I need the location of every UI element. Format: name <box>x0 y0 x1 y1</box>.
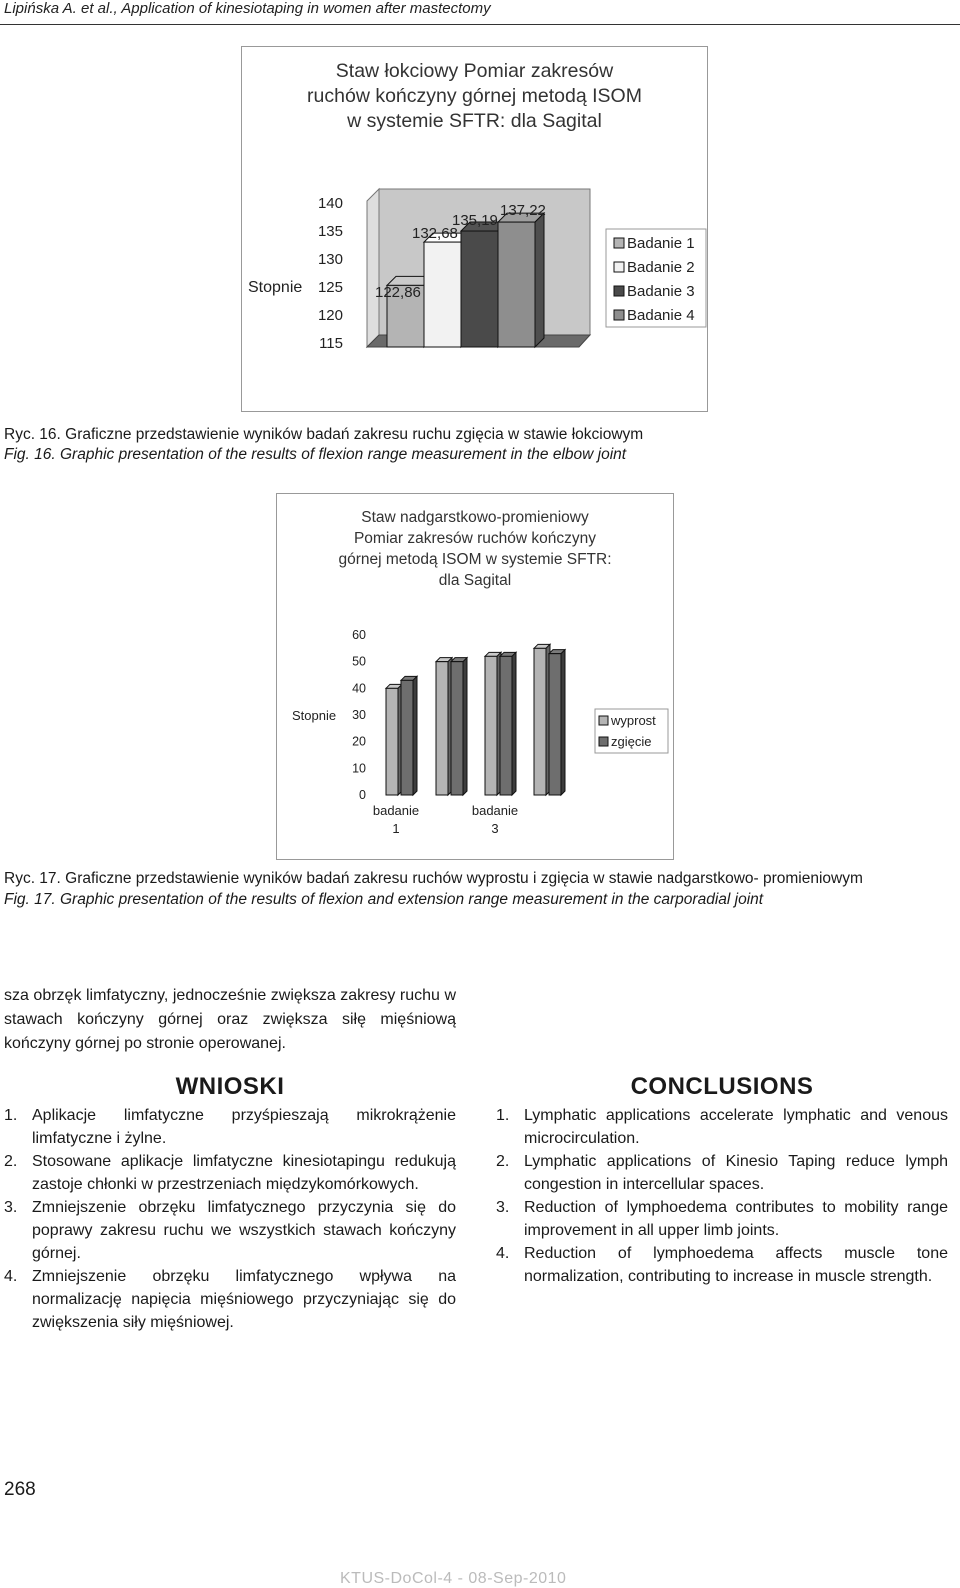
bar-side <box>535 213 544 347</box>
x-tick-label: badanie <box>471 803 519 818</box>
chart-title-line: Pomiar zakresów ruchów kończyny <box>353 530 597 547</box>
legend-label: wyprost <box>611 713 656 728</box>
y-tick-label: 30 <box>352 708 366 722</box>
bar <box>386 688 398 795</box>
wnioski-section <box>4 1075 456 1334</box>
figure-16-caption-en: Fig. 16. Graphic presentation of the results of flexion range measurement in the elbow joint <box>4 446 627 463</box>
y-tick-label: 115 <box>319 335 343 352</box>
legend-swatch <box>599 716 608 725</box>
list-item <box>4 1150 456 1196</box>
continued-paragraph: sza obrzęk limfatyczny, jednocześnie zwiększa zakresy ruchu w stawach kończyny górnej oraz zwiększa siłę mięśniową kończyny górnej po stronie operowanej. <box>4 987 456 1052</box>
list-text: Stosowane aplikacje limfatyczne kinesiotapingu redukują zastoje chłonki w przestrzeniach międzykomórkowych. <box>32 1153 456 1193</box>
data-label: 135,19 <box>452 212 498 229</box>
bar <box>424 242 461 347</box>
legend-label: Badanie 2 <box>627 259 695 276</box>
bar <box>549 654 561 795</box>
list-text: Lymphatic applications accelerate lymphatic and venous microcirculation. <box>524 1107 948 1147</box>
list-number: 2. <box>4 1153 18 1170</box>
list-number: 1. <box>496 1107 510 1124</box>
legend-label: Badanie 3 <box>627 283 695 300</box>
bar <box>500 656 512 795</box>
list-item <box>496 1242 948 1288</box>
list-number: 3. <box>4 1199 18 1216</box>
bar <box>451 662 463 795</box>
bar <box>401 680 413 795</box>
list-item <box>496 1150 948 1196</box>
list-number: 2. <box>496 1153 510 1170</box>
y-tick-label: 40 <box>352 681 366 696</box>
y-tick-label: 140 <box>317 195 343 212</box>
chart-title-line: górnej metodą ISOM w systemie SFTR: <box>338 551 612 568</box>
x-tick-label: badanie <box>372 803 420 818</box>
list-text: Zmniejszenie obrzęku limfatycznego przyczynia się do poprawy zakresu ruchu we wszystkich stawach kończyny górnej. <box>32 1199 456 1262</box>
list-text: Lymphatic applications of Kinesio Taping reduce lymph congestion in intercellular spaces. <box>524 1153 948 1193</box>
list-item <box>496 1104 948 1150</box>
legend-label: zgięcie <box>611 734 652 749</box>
figure-16-caption-pl: Ryc. 16. Graficzne przedstawienie wyników badań zakresu ruchu zgięcia w stawie łokciowym <box>4 426 644 443</box>
list-number: 4. <box>4 1268 18 1285</box>
y-tick-label: 10 <box>352 761 366 776</box>
y-tick-label: 20 <box>352 734 366 749</box>
legend-swatch <box>614 310 624 320</box>
bar-side <box>463 658 467 795</box>
y-tick-label: 120 <box>317 307 343 324</box>
figure-17-chart <box>276 493 674 860</box>
list-item <box>4 1196 456 1265</box>
side-wall <box>367 189 379 347</box>
legend-label: Badanie 1 <box>627 235 695 252</box>
x-tick-label: 3 <box>491 821 499 836</box>
bar-side <box>561 650 565 795</box>
header-rule <box>0 24 960 25</box>
chart-title-line: Staw łokciowy Pomiar zakresów <box>335 60 614 82</box>
figure-16-chart <box>241 46 708 412</box>
data-label: 137,22 <box>500 202 546 219</box>
bar <box>498 222 535 347</box>
data-label: 132,68 <box>412 225 458 242</box>
chart-title-line: Staw nadgarstkowo-promieniowy <box>361 509 589 526</box>
y-tick-label: 130 <box>317 251 343 268</box>
y-axis-label: Stopnie <box>248 279 303 296</box>
wnioski-heading: WNIOSKI <box>175 1073 285 1100</box>
y-tick-label: 125 <box>317 279 343 296</box>
chart-title-line: w systemie SFTR: dla Sagital <box>347 110 602 132</box>
conclusions-section <box>496 1075 948 1288</box>
chart-title-line: ruchów kończyny górnej metodą ISOM <box>307 85 642 107</box>
chart-title-line: dla Sagital <box>438 572 512 589</box>
bar <box>436 662 448 795</box>
page-number: 268 <box>4 1479 36 1500</box>
bar <box>485 656 497 795</box>
conclusions-heading: CONCLUSIONS <box>630 1073 814 1100</box>
list-text: Reduction of lymphoedema affects muscle tone normalization, contributing to increase in muscle strength. <box>524 1245 948 1285</box>
y-tick-label: 135 <box>317 223 343 240</box>
list-number: 4. <box>496 1245 510 1262</box>
list-text: Zmniejszenie obrzęku limfatycznego wpływa na normalizację napięcia mięśniowego przyczyniając się do zwiększenia siły mięśniowej. <box>32 1268 456 1331</box>
figure-17-caption-pl: Ryc. 17. Graficzne przedstawienie wyników badań zakresu ruchów wyprostu i zgięcia w stawie nadgarstkowo- promieniowym <box>4 870 863 887</box>
y-tick-label: 0 <box>359 788 366 802</box>
list-number: 1. <box>4 1107 18 1124</box>
bar <box>534 648 546 795</box>
y-axis-label: Stopnie <box>292 708 337 723</box>
legend-swatch <box>614 286 624 296</box>
bar <box>461 231 498 347</box>
list-item <box>4 1265 456 1334</box>
data-label: 122,86 <box>375 284 421 301</box>
wrist-bar-chart-svg <box>277 494 673 859</box>
elbow-bar-chart-svg <box>242 47 707 411</box>
bar-side <box>512 652 516 795</box>
legend-swatch <box>614 238 624 248</box>
running-head: Lipińska A. et al., Application of kinesiotaping in women after mastectomy <box>4 0 491 17</box>
figure-17-caption-en: Fig. 17. Graphic presentation of the results of flexion and extension range measurement in the carporadial joint <box>4 891 764 908</box>
footer-stamp: KTUS-DoCol-4 - 08-Sep-2010 <box>340 1570 567 1587</box>
bar-side <box>413 676 417 795</box>
legend-label: Badanie 4 <box>627 307 695 324</box>
list-text: Aplikacje limfatyczne przyśpieszają mikrokrążenie limfatyczne i żylne. <box>32 1107 456 1147</box>
list-item <box>496 1196 948 1242</box>
list-number: 3. <box>496 1199 510 1216</box>
y-tick-label: 60 <box>352 628 366 642</box>
legend-swatch <box>599 737 608 746</box>
list-item <box>4 1104 456 1150</box>
y-tick-label: 50 <box>352 654 366 669</box>
legend-swatch <box>614 262 624 272</box>
list-text: Reduction of lymphoedema contributes to mobility range improvement in all upper limb joints. <box>524 1199 948 1239</box>
x-tick-label: 1 <box>392 821 400 836</box>
